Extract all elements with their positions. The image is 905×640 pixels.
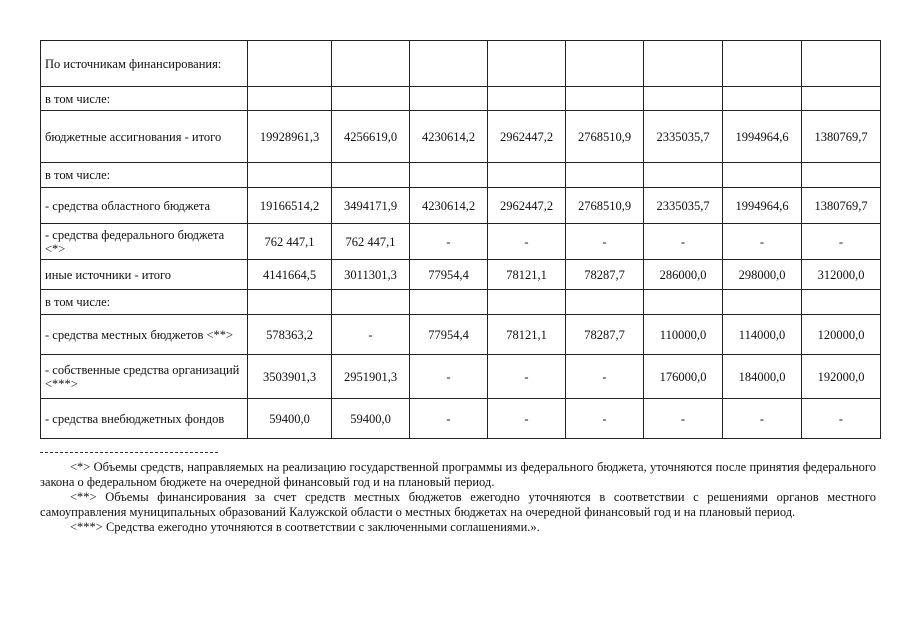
row-label: - средства областного бюджета — [41, 188, 248, 224]
table-cell — [410, 290, 488, 315]
footnote-federal-budget: <*> Объемы средств, направляемых на реализацию государственной программы из федерального бюджета, уточняются после принятия федерального закона о федеральном бюджете на очередной финансовый год и на плановый период. — [40, 460, 876, 489]
footnotes — [40, 460, 876, 535]
row-label: бюджетные ассигнования - итого — [41, 111, 248, 163]
table-cell: 2768510,9 — [566, 111, 644, 163]
table-cell: - — [566, 355, 644, 399]
table-cell: - — [723, 399, 802, 439]
table-cell: - — [488, 355, 566, 399]
table-cell — [723, 290, 802, 315]
row-label: в том числе: — [41, 290, 248, 315]
row-label: иные источники - итого — [41, 260, 248, 290]
table-cell — [802, 87, 881, 111]
table-cell: - — [802, 224, 881, 260]
table-cell: 59400,0 — [332, 399, 410, 439]
table-cell: - — [332, 315, 410, 355]
financing-table — [40, 40, 881, 439]
table-cell: - — [802, 399, 881, 439]
table-cell: - — [566, 399, 644, 439]
table-cell: 59400,0 — [248, 399, 332, 439]
table-cell — [566, 290, 644, 315]
table-row — [41, 188, 881, 224]
table-cell: - — [410, 224, 488, 260]
table-cell — [248, 163, 332, 188]
table-cell: 2951901,3 — [332, 355, 410, 399]
table-cell: 110000,0 — [644, 315, 723, 355]
table-cell — [332, 41, 410, 87]
table-row — [41, 224, 881, 260]
table-cell: - — [488, 399, 566, 439]
table-cell: 578363,2 — [248, 315, 332, 355]
table-cell — [248, 290, 332, 315]
table-cell: 1380769,7 — [802, 111, 881, 163]
table-cell — [723, 41, 802, 87]
table-cell — [332, 290, 410, 315]
table-cell: - — [723, 224, 802, 260]
table-cell: 762 447,1 — [332, 224, 410, 260]
table-cell: 184000,0 — [723, 355, 802, 399]
table-cell: 2768510,9 — [566, 188, 644, 224]
table-cell: 3494171,9 — [332, 188, 410, 224]
table-cell — [644, 163, 723, 188]
table-cell — [566, 87, 644, 111]
table-cell: 78287,7 — [566, 260, 644, 290]
footnote-own-funds: <***> Средства ежегодно уточняются в соответствии с заключенными соглашениями.». — [70, 520, 540, 534]
footnote-local-budgets: <**> Объемы финансирования за счет средств местных бюджетов ежегодно уточняются в соответствии с решениями органов местного самоуправления муниципальных образований Калужской области о местных бюджетах на очередной финансовый год и на плановый период. — [40, 490, 876, 519]
table-cell — [802, 163, 881, 188]
table-cell: 78287,7 — [566, 315, 644, 355]
table-cell: - — [410, 399, 488, 439]
table-row — [41, 87, 881, 111]
table-cell — [410, 41, 488, 87]
table-cell: 77954,4 — [410, 260, 488, 290]
table-cell: 1380769,7 — [802, 188, 881, 224]
table-cell: 1994964,6 — [723, 188, 802, 224]
table-cell: 2335035,7 — [644, 111, 723, 163]
row-label: - средства внебюджетных фондов — [41, 399, 248, 439]
table-cell — [248, 41, 332, 87]
table-cell — [410, 87, 488, 111]
table-row — [41, 163, 881, 188]
table-cell — [644, 290, 723, 315]
table-cell — [410, 163, 488, 188]
table-cell: 3503901,3 — [248, 355, 332, 399]
row-label: - средства федерального бюджета <*> — [41, 224, 248, 260]
table-cell — [723, 163, 802, 188]
table-cell — [566, 41, 644, 87]
row-label: в том числе: — [41, 163, 248, 188]
table-cell: 4141664,5 — [248, 260, 332, 290]
table-row — [41, 111, 881, 163]
table-cell: 176000,0 — [644, 355, 723, 399]
table-cell: 2962447,2 — [488, 188, 566, 224]
table-cell: 114000,0 — [723, 315, 802, 355]
table-cell: 1994964,6 — [723, 111, 802, 163]
table-cell: - — [644, 399, 723, 439]
row-label: в том числе: — [41, 87, 248, 111]
table-cell: 19928961,3 — [248, 111, 332, 163]
table-cell: 4256619,0 — [332, 111, 410, 163]
table-cell — [644, 87, 723, 111]
table-cell — [723, 87, 802, 111]
table-row — [41, 355, 881, 399]
table-cell: - — [644, 224, 723, 260]
table-cell: 4230614,2 — [410, 188, 488, 224]
table-cell — [488, 87, 566, 111]
table-row — [41, 41, 881, 87]
table-cell: 762 447,1 — [248, 224, 332, 260]
row-label: - средства местных бюджетов <**> — [41, 315, 248, 355]
table-cell: 78121,1 — [488, 315, 566, 355]
table-cell — [488, 290, 566, 315]
table-row — [41, 399, 881, 439]
table-body — [41, 41, 881, 439]
table-cell — [802, 41, 881, 87]
table-cell — [802, 290, 881, 315]
table-cell — [332, 163, 410, 188]
table-row — [41, 315, 881, 355]
table-cell: 2962447,2 — [488, 111, 566, 163]
table-cell: 78121,1 — [488, 260, 566, 290]
row-label: - собственные средства организаций <***> — [41, 355, 248, 399]
table-cell — [566, 163, 644, 188]
table-cell: - — [566, 224, 644, 260]
table-cell: 2335035,7 — [644, 188, 723, 224]
table-cell: - — [410, 355, 488, 399]
table-cell — [488, 41, 566, 87]
table-cell: 286000,0 — [644, 260, 723, 290]
table-cell: 3011301,3 — [332, 260, 410, 290]
table-row — [41, 290, 881, 315]
table-cell: 4230614,2 — [410, 111, 488, 163]
row-label: По источникам финансирования: — [41, 41, 248, 87]
table-cell — [644, 41, 723, 87]
table-cell: 120000,0 — [802, 315, 881, 355]
table-cell — [248, 87, 332, 111]
table-cell: 77954,4 — [410, 315, 488, 355]
table-cell — [332, 87, 410, 111]
table-cell — [488, 163, 566, 188]
table-cell: - — [488, 224, 566, 260]
table-cell: 312000,0 — [802, 260, 881, 290]
table-row — [41, 260, 881, 290]
table-cell: 298000,0 — [723, 260, 802, 290]
table-cell: 192000,0 — [802, 355, 881, 399]
table-cell: 19166514,2 — [248, 188, 332, 224]
footnote-separator — [40, 452, 218, 453]
